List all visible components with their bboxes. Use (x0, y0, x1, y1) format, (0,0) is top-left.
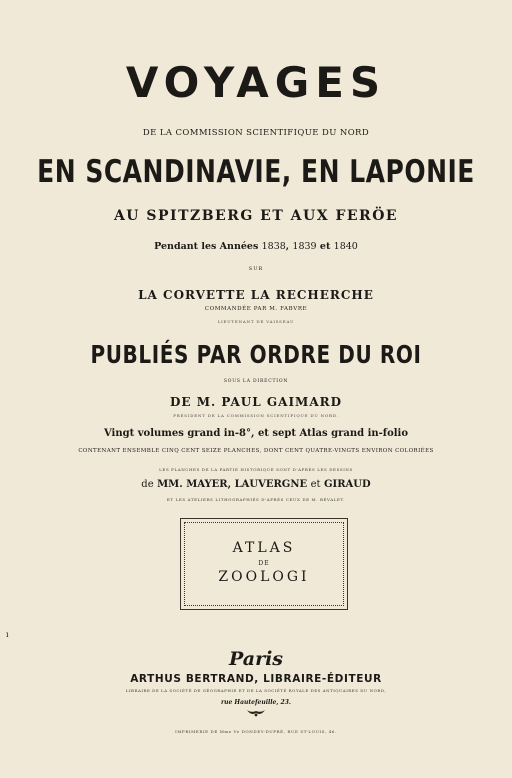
volumes-line: Vingt volumes grand in-8°, et sept Atlas grand in-folio (103, 428, 409, 439)
printer-ornament-icon (246, 708, 266, 718)
commanded-by-line: COMMANDÉE PAR M. FABVRE (204, 306, 308, 312)
sous-artists-line: ET LES ATELIERS LITHOGRAPHIÉS D'APRÈS CEUX DE M. BÉVALET. (166, 497, 346, 502)
year-1839: 1839 (292, 241, 317, 252)
artists-et: et (310, 479, 321, 490)
artists-de: de (141, 479, 154, 490)
publisher-name: ARTHUS BERTRAND, LIBRAIRE-ÉDITEUR (130, 673, 382, 685)
contenant-line: CONTENANT ENSEMBLE CINQ CENT SEIZE PLANCHES, DONT CENT QUATRE-VINGTS ENVIRON COLORIÉES (78, 448, 434, 454)
years-prefix: Pendant les Années (154, 241, 259, 252)
lieutenant-line: LIEUTENANT DE VAISSEAU (217, 319, 295, 324)
city-name: Paris (228, 648, 283, 670)
sur-word: SUR (248, 266, 264, 272)
margin-mark: ı (6, 630, 9, 639)
year-1840: 1840 (333, 241, 358, 252)
atlas-subject: ZOOLOGI (218, 569, 310, 585)
artists-line (0, 479, 512, 490)
years-line: Pendant les Années 1838, 1839 et 1840 (154, 241, 358, 252)
direction-line: SOUS LA DIRECTION (223, 379, 289, 384)
main-title: VOYAGES (125, 58, 387, 107)
commission-subtitle: DE LA COMMISSION SCIENTIFIQUE DU NORD (142, 128, 370, 138)
printer-line: IMPRIMERIE DE Mme Ve DONDEY-DUPRÉ, RUE ST-LOUIS, 46. (175, 729, 337, 734)
subheadline-spitzberg: AU SPITZBERG ET AUX FERÖE (113, 208, 399, 224)
atlas-de-word: DE (258, 560, 270, 567)
years-joiner: et (319, 241, 331, 252)
headline-scandinavie: EN SCANDINAVIE, EN LAPONIE (37, 153, 475, 190)
artists-last: GIRAUD (324, 479, 371, 490)
atlas-word: ATLAS (232, 540, 296, 556)
atlas-label-box (180, 518, 348, 610)
publisher-title: LIBRAIRE DE LA SOCIÉTÉ DE GÉOGRAPHIE ET DE LA SOCIÉTÉ ROYALE DES ANTIQUAIRES DU NORD, (125, 688, 387, 693)
president-line: PRÉSIDENT DE LA COMMISSION SCIENTIFIQUE DU NORD. (173, 413, 339, 418)
director-name: DE M. PAUL GAIMARD (169, 395, 343, 409)
corvette-line: LA CORVETTE LA RECHERCHE (138, 288, 374, 302)
published-by-order: PUBLIÉS PAR ORDRE DU ROI (90, 339, 422, 369)
publisher-address: rue Hautefeuille, 23. (221, 699, 291, 706)
year-1838: 1838 (261, 241, 286, 252)
atlas-label-inner-frame (184, 522, 344, 606)
planches-line: LES PLANCHES DE LA PARTIE HISTORIQUE SONT D'APRÈS LES DESSINS (159, 467, 353, 472)
artists-names: MM. MAYER, LAUVERGNE (157, 479, 308, 490)
